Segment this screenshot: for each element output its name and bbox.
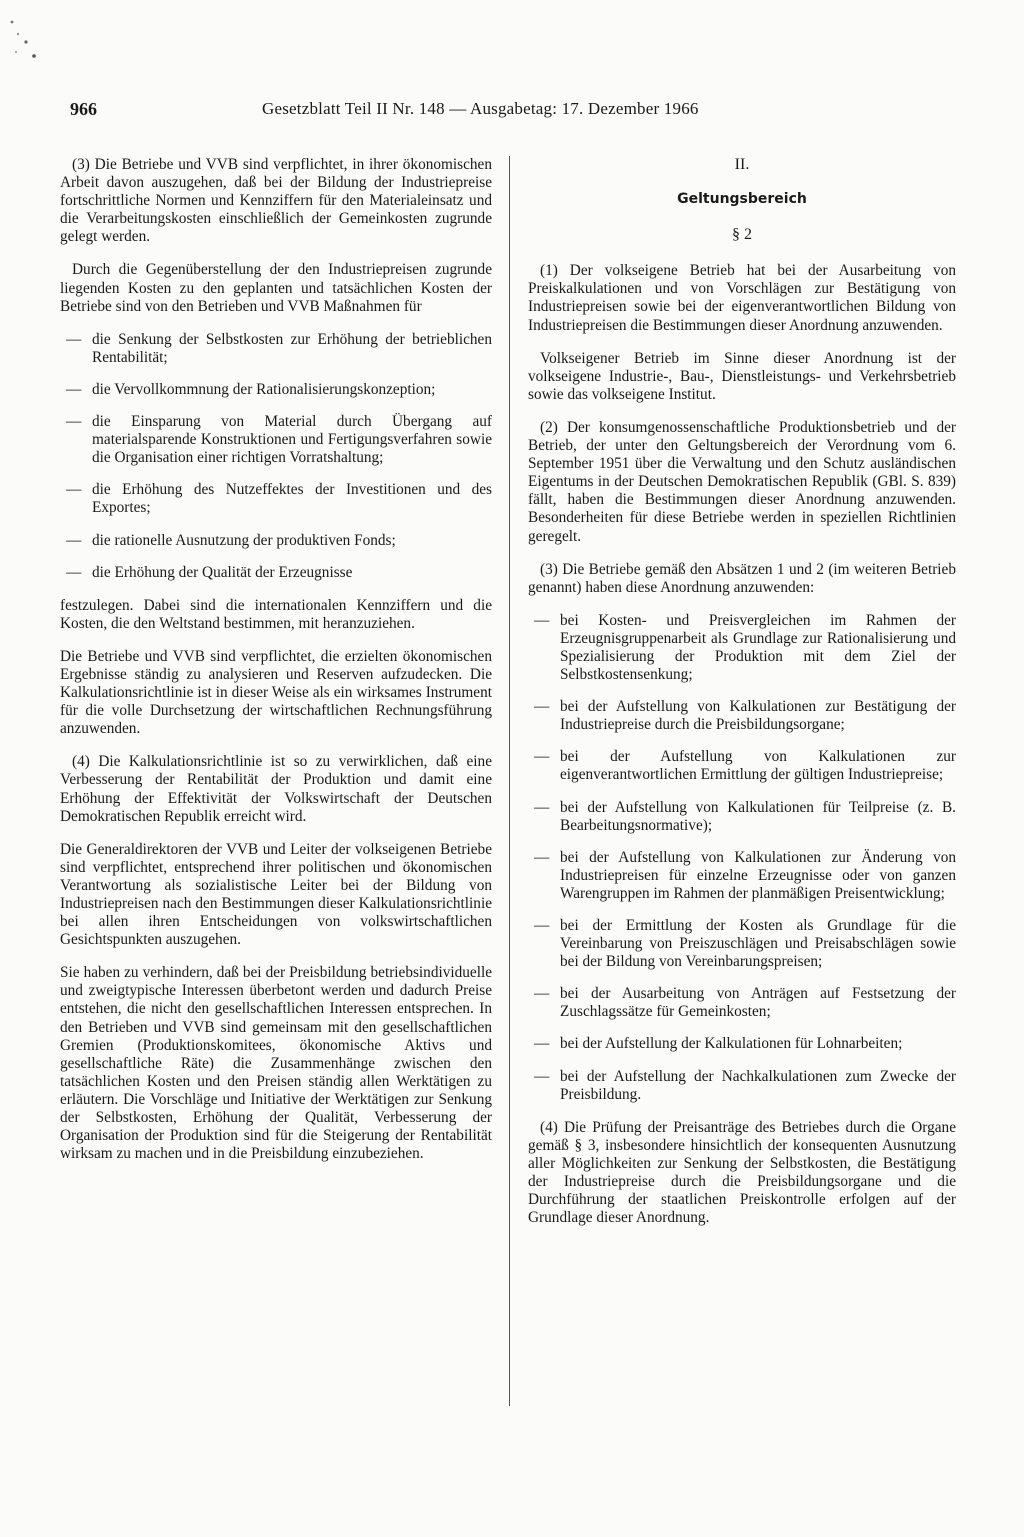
section-number: II. (734, 156, 750, 173)
paragraph-left-5: (4) Die Kalkulationsrichtlinie ist so zu verwirklichen, daß eine Verbesserung der Rentabilität der Produktion und damit eine Erhöhung der Effektivität der Volkswirtschaft der Deutschen Demokratischen Republik erreicht wird. (60, 753, 492, 825)
list-item: — die Vervollkommnung der Rationalisierungskonzeption; (66, 380, 436, 398)
list-item: — bei der Ermittlung der Kosten als Grundlage für die Vereinbarung von Preiszuschlägen und Preisabschlägen sowie bei der Bildung von Vereinbarungspreisen; (534, 917, 956, 971)
header-title: Gesetzblatt Teil II Nr. 148 — Ausgabetag: 17. Dezember 1966 (262, 99, 699, 118)
paragraph-sign: § 2 (732, 226, 752, 244)
page-header (70, 96, 970, 122)
list-item: — die Erhöhung des Nutzeffektes der Investitionen und des Exportes; (66, 481, 492, 517)
paragraph-left-1: (3) Die Betriebe und VVB sind verpflichtet, in ihrer ökonomischen Arbeit davon auszugehen, daß bei der Bildung der Industriepreise fortschrittliche Normen und Kennziffern für den Materialeinsatz und die Verarbeitungskosten einschließlich der Gemeinkosten zugrunde gelegt werden. (60, 156, 492, 246)
list-item: — die Erhöhung der Qualität der Erzeugnisse (66, 563, 353, 581)
application-list (528, 612, 956, 1104)
list-item: — bei der Aufstellung von Kalkulationen zur Änderung von Industriepreisen für einzelne Erzeugnisse oder von ganzen Warengruppen im Rahmen der planmäßigen Preisentwicklung; (534, 848, 956, 902)
paragraph-right-4: (3) Die Betriebe gemäß den Absätzen 1 und 2 (im weiteren Betrieb genannt) haben diese Anordnung anzuwenden: (528, 560, 956, 596)
section-title: Geltungsbereich (677, 191, 807, 208)
list-item: — bei Kosten- und Preisvergleichen im Rahmen der Erzeugnisgruppenarbeit als Grundlage zur Rationalisierung und Spezialisierung der Produktion mit dem Ziel der Selbstkostensenkung; (534, 611, 956, 684)
list-item: — bei der Aufstellung von Kalkulationen für Teilpreise (z. B. Bearbeitungsnormative); (534, 798, 956, 834)
list-item: — die Einsparung von Material durch Übergang auf materialsparende Konstruktionen und Fertigungsverfahren sowie die Organisation einer richtigen Vorratshaltung; (66, 413, 492, 467)
list-item: — bei der Ausarbeitung von Anträgen auf Festsetzung der Zuschlagssätze für Gemeinkosten; (534, 985, 956, 1021)
list-item: — bei der Aufstellung von Kalkulationen zur Bestätigung der Industriepreise durch die Preisbildungsorgane; (534, 698, 956, 734)
print-speck-decoration (4, 12, 40, 68)
list-item: — bei der Aufstellung von Kalkulationen zur eigenverantwortlichen Ermittlung der gültigen Industriepreise; (534, 748, 956, 784)
page-number: 966 (70, 99, 97, 119)
right-column (528, 156, 956, 1242)
paragraph-left-4: Die Betriebe und VVB sind verpflichtet, die erzielten ökonomischen Ergebnisse ständig zu analysieren und Reserven aufzudecken. Die Kalkulationsrichtlinie ist in dieser Weise als ein wirksames Instrument für die volle Durchsetzung der wirtschaftlichen Rechnungsführung anzuwenden. (60, 647, 492, 738)
paragraph-right-5: (4) Die Prüfung der Preisanträge des Betriebes durch die Organe gemäß § 3, insbesondere hinsichtlich der konsequenten Ausnutzung aller Möglichkeiten zur Senkung der Selbstkosten, die Bestätigung der Industriepreise durch die Preisbildungsorgane und die Durchführung der staatlichen Preiskontrolle erfolgen auf der Grundlage dieser Anordnung. (528, 1118, 956, 1227)
list-item: — die rationelle Ausnutzung der produktiven Fonds; (66, 531, 396, 549)
left-column (60, 156, 492, 1178)
list-item: — bei der Aufstellung der Kalkulationen für Lohnarbeiten; (534, 1035, 903, 1053)
paragraph-right-1: (1) Der volkseigene Betrieb hat bei der Ausarbeitung von Preiskalkulationen und von Vorschlägen zur Bestätigung von Industriepreisen sowie bei der eigenverantwortlichen Bildung von Industriepreisen die Bestimmungen dieser Anordnung anzuwenden. (528, 262, 956, 334)
paragraph-left-6: Die Generaldirektoren der VVB und Leiter der volkseigenen Betriebe sind verpflichtet, entsprechend ihrer politischen und ökonomischen Verantwortung als sozialistische Leiter bei der Bildung von Industriepreisen nach den Bestimmungen dieser Kalkulationsrichtlinie bei allen ihren Entscheidungen von volkswirtschaftlichen Gesichtspunkten auszugehen. (60, 840, 492, 949)
paragraph-right-2: Volkseigener Betrieb im Sinne dieser Anordnung ist der volkseigene Industrie-, Bau-, Dienstleistungs- und Verkehrsbetrieb sowie das volkseigene Institut. (528, 349, 956, 403)
paragraph-left-3: festzulegen. Dabei sind die internationalen Kennziffern und die Kosten, die den Weltstand bestimmen, mit heranzuziehen. (60, 596, 492, 632)
paragraph-right-3: (2) Der konsumgenossenschaftliche Produktionsbetrieb und der Betrieb, der unter den Geltungsbereich der Verordnung vom 6. September 1951 über die Verwaltung und den Schutz ausländischen Eigentums in der Deutschen Demokratischen Republik (GBl. S. 839) fällt, haben die Bestimmungen dieser Anordnung anzuwenden. Besonderheiten für diese Betriebe werden in speziellen Richtlinien geregelt. (528, 418, 956, 545)
paragraph-left-7: Sie haben zu verhindern, daß bei der Preisbildung betriebsindividuelle und zweigtypische Interessen überbetont werden und dadurch Preise entstehen, die nicht den gesellschaftlichen Interessen entsprechen. In den Betrieben und VVB sind gemeinsam mit den gesellschaftlichen Gremien (Produktionskomitees, ökonomische Aktivs und gesellschaftliche Räte) die Zusammenhänge zwischen den tatsächlichen Kosten und den Preisen ständig allen Werktätigen zu erläutern. Die Vorschläge und Initiative der Werktätigen zur Senkung der Selbstkosten, Erhöhung der Qualität, Verbesserung der Organisation der Produktion sind für die Steigerung der Rentabilität wirksam zu machen und in die Preisbildung einzubeziehen. (60, 964, 492, 1163)
list-item: — bei der Aufstellung der Nachkalkulationen zum Zwecke der Preisbildung. (534, 1067, 956, 1103)
list-item: — die Senkung der Selbstkosten zur Erhöhung der betrieblichen Rentabilität; (66, 330, 492, 366)
measures-list (60, 331, 492, 582)
column-divider (509, 156, 510, 1406)
paragraph-left-2: Durch die Gegenüberstellung der den Industriepreisen zugrunde liegenden Kosten zu den geplanten und tatsächlichen Kosten der Betriebe sind von den Betrieben und VVB Maßnahmen für (60, 261, 492, 315)
